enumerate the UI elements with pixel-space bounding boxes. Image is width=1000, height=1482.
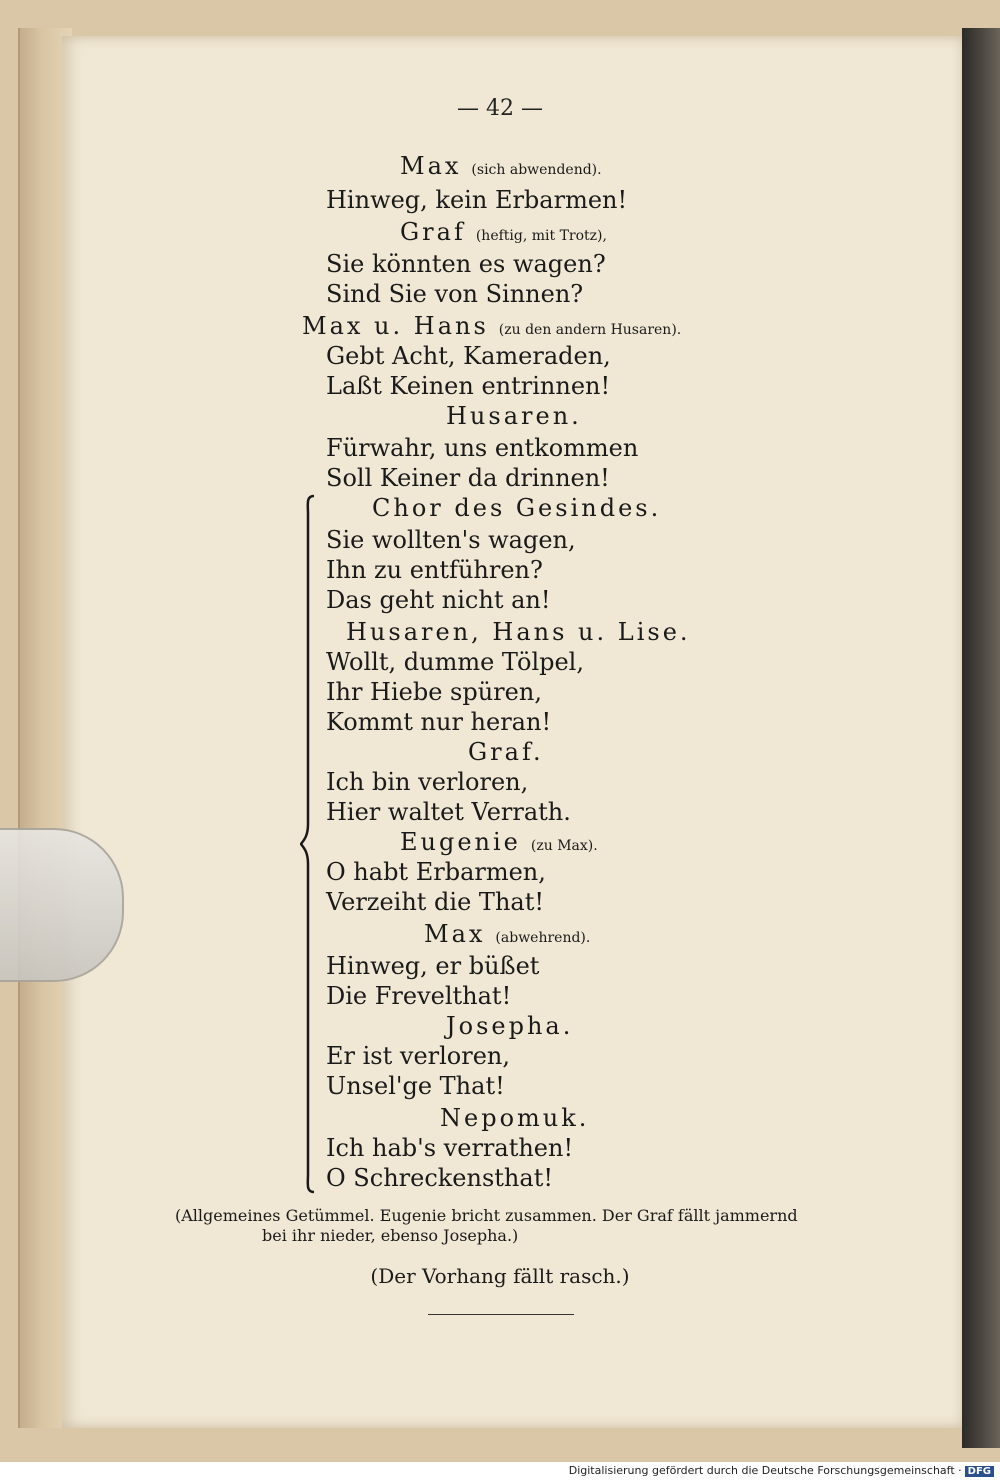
speaker-heading (446, 1012, 1000, 1040)
speaker-heading (440, 1104, 1000, 1132)
verse-line: O Schreckensthat! (326, 1164, 553, 1192)
speaker-name: Max u. Hans (302, 312, 489, 340)
speaker-direction: (abwehrend). (495, 930, 591, 946)
speaker-name: Nepomuk. (440, 1104, 590, 1132)
dfg-logo: DFG (965, 1466, 994, 1477)
speaker-direction: (zu Max). (530, 838, 598, 854)
verse-line: Er ist verloren, (326, 1042, 511, 1070)
page-holder-tab (0, 828, 124, 982)
verse-line: Ihn zu entführen? (326, 556, 543, 584)
verse-line: Gebt Acht, Kameraden, (326, 342, 611, 370)
verse-line: Das geht nicht an! (326, 586, 551, 614)
verse-line: Sind Sie von Sinnen? (326, 280, 584, 308)
speaker-name: Chor des Gesindes. (372, 494, 662, 522)
speaker-direction: (zu den andern Husaren). (498, 322, 682, 338)
speaker-direction: (sich abwendend). (471, 162, 602, 178)
speaker-heading (468, 738, 1000, 766)
speaker-name: Josepha. (446, 1012, 574, 1040)
verse-line: Soll Keiner da drinnen! (326, 464, 610, 492)
digitization-credit (569, 1464, 994, 1477)
speaker-heading (302, 312, 1000, 340)
speaker-heading (346, 618, 1000, 646)
speaker-heading (400, 218, 1000, 246)
speaker-name: Husaren. (446, 402, 582, 430)
speaker-name: Max (400, 152, 462, 180)
speaker-heading (400, 152, 1000, 180)
verse-line: Sie wollten's wagen, (326, 526, 576, 554)
verse-line: Wollt, dumme Tölpel, (326, 648, 584, 676)
speaker-name: Max (424, 920, 486, 948)
verse-line: Laßt Keinen entrinnen! (326, 372, 611, 400)
credit-text: Digitalisierung gefördert durch die Deutsche Forschungsgemeinschaft · (568, 1464, 962, 1477)
speaker-heading (400, 828, 1000, 856)
speaker-heading (372, 494, 1000, 522)
verse-line: Fürwahr, uns entkommen (326, 434, 639, 462)
stage-direction-line-1: (Allgemeines Getümmel. Eugenie bricht zusammen. Der Graf fällt jammernd (175, 1206, 798, 1225)
verse-line: Sie könnten es wagen? (326, 250, 606, 278)
speaker-name: Graf. (468, 738, 544, 766)
verse-line: Hinweg, er büßet (326, 952, 540, 980)
verse-line: Hier waltet Verrath. (326, 798, 571, 826)
stage-direction-line-2: bei ihr nieder, ebenso Josepha.) (262, 1226, 519, 1245)
speaker-name: Graf (400, 218, 466, 246)
verse-line: Verzeiht die That! (326, 888, 544, 916)
speaker-heading (424, 920, 1000, 948)
verse-line: Hinweg, kein Erbarmen! (326, 186, 628, 214)
page-number: — 42 — (457, 96, 543, 121)
verse-line: Kommt nur heran! (326, 708, 552, 736)
verse-line: Die Frevelthat! (326, 982, 512, 1010)
speaker-heading (446, 402, 1000, 430)
speaker-direction: (heftig, mit Trotz), (475, 228, 607, 244)
end-rule (428, 1314, 574, 1315)
verse-line: Unsel'ge That! (326, 1072, 505, 1100)
curtain-direction: (Der Vorhang fällt rasch.) (370, 1264, 630, 1288)
verse-line: Ich bin verloren, (326, 768, 529, 796)
verse-line: Ihr Hiebe spüren, (326, 678, 542, 706)
chorus-brace (300, 494, 316, 1194)
speaker-name: Husaren, Hans u. Lise. (346, 618, 691, 646)
verse-line: O habt Erbarmen, (326, 858, 546, 886)
verse-line: Ich hab's verrathen! (326, 1134, 574, 1162)
speaker-name: Eugenie (400, 828, 521, 856)
